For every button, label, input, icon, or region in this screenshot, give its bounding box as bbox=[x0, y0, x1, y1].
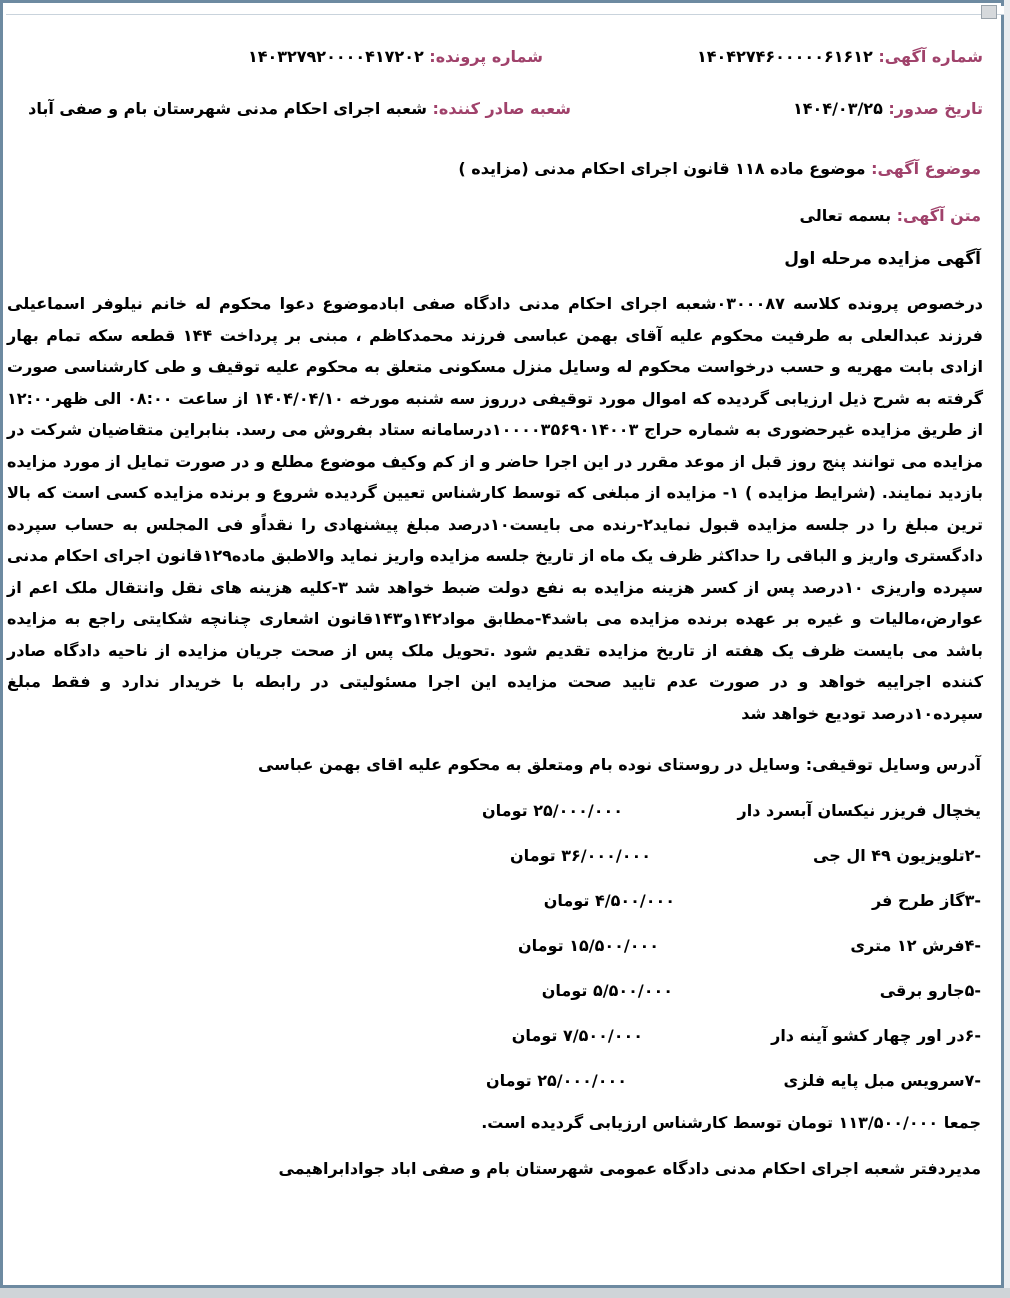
issuer-value: شعبه اجرای احکام مدنی شهرستان بام و صفی آباد bbox=[28, 99, 427, 118]
case-number-label: شماره پرونده: bbox=[429, 47, 543, 66]
list-item-name: -۳گاز طرح فر bbox=[871, 891, 981, 910]
list-item-price: ۱۵/۵۰۰/۰۰۰ تومان bbox=[518, 936, 659, 955]
issuer-label: شعبه صادر کننده: bbox=[432, 99, 571, 118]
total-amount: جمعا ۱۱۳/۵۰۰/۰۰۰ تومان توسط کارشناس ارزیابی گردیده است. bbox=[481, 1113, 981, 1132]
issue-date-value: ۱۴۰۴/۰۳/۲۵ bbox=[793, 99, 883, 118]
basmala: بسمه تعالی bbox=[799, 206, 892, 225]
list-item-name: -۴فرش ۱۲ متری bbox=[850, 936, 981, 955]
list-item-price: ۷/۵۰۰/۰۰۰ تومان bbox=[511, 1026, 643, 1045]
list-item-name: -۲تلویزیون ۴۹ ال جی bbox=[813, 846, 981, 865]
list-item-price: ۵/۵۰۰/۰۰۰ تومان bbox=[541, 981, 673, 1000]
window-corner-button[interactable] bbox=[981, 5, 997, 19]
page-title: آگهی مزایده مرحله اول bbox=[784, 249, 981, 269]
list-item-name: -۶در اور چهار کشو آینه دار bbox=[771, 1026, 981, 1045]
window-top-bar bbox=[6, 6, 1004, 15]
case-number-value: ۱۴۰۳۲۷۹۲۰۰۰۰۴۱۷۲۰۲ bbox=[247, 47, 424, 66]
case-number bbox=[248, 47, 543, 66]
ad-number-label: شماره آگهی: bbox=[878, 47, 983, 66]
text-heading bbox=[800, 206, 981, 225]
text-label: متن آگهی: bbox=[896, 206, 981, 225]
ad-number-value: ۱۴۰۴۲۷۴۶۰۰۰۰۰۶۱۶۱۲ bbox=[697, 47, 873, 66]
list-item-price: ۳۶/۰۰۰/۰۰۰ تومان bbox=[510, 846, 651, 865]
subject-label: موضوع آگهی: bbox=[871, 159, 981, 178]
ad-number bbox=[697, 47, 983, 66]
issue-date bbox=[793, 99, 983, 118]
window-bottom-strip bbox=[0, 1288, 1010, 1298]
list-item-name: یخچال فریزر نیکسان آبسرد دار bbox=[737, 801, 981, 820]
list-item-name: -۵جارو برقی bbox=[879, 981, 981, 1000]
seized-items-address: آدرس وسایل توقیفی: وسایل در روستای نوده بام ومتعلق به محکوم علیه اقای بهمن عباسی bbox=[257, 755, 981, 774]
subject bbox=[458, 159, 981, 178]
list-item-price: ۲۵/۰۰۰/۰۰۰ تومان bbox=[482, 801, 623, 820]
list-item-name: -۷سرویس مبل پایه فلزی bbox=[783, 1071, 981, 1090]
list-item-price: ۲۵/۰۰۰/۰۰۰ تومان bbox=[486, 1071, 627, 1090]
signature-line: مدیردفتر شعبه اجرای احکام مدنی دادگاه عمومی شهرستان بام و صفی اباد جوادابراهیمی bbox=[278, 1159, 981, 1178]
issuer bbox=[28, 99, 571, 118]
subject-value: موضوع ماده ۱۱۸ قانون اجرای احکام مدنی (مزایده ) bbox=[458, 159, 866, 178]
list-item-price: ۴/۵۰۰/۰۰۰ تومان bbox=[543, 891, 675, 910]
issue-date-label: تاریخ صدور: bbox=[888, 99, 983, 118]
body-paragraph: درخصوص پرونده کلاسه ۰۳۰۰۰۸۷شعبه اجرای احکام مدنی دادگاه صفی ابادموضوع دعوا محکوم له خانم نیلوفر اسماعیلی فرزند عبدالعلی به طرفیت محکوم علیه آقای بهمن عباسی فرزند محمدکاظم ، مبنی بر پرداخت ۱۴۴ قطعه سکه تمام بهار ازادی بابت مهریه و حسب درخواست محکوم له وسایل منزل مسکونی متعلق به محکوم علیه توقیف و طی کارشناسی صورت گرفته به شرح ذیل ارزیابی گردیده که اموال مورد توقیفی درروز سه شنبه مورخه ۱۴۰۴/۰۴/۱۰ از ساعت ۰۸:۰۰ الی ظهر۱۲:۰۰ از طریق مزایده غیرحضوری به شماره حراج ۱۰۰۰۰۳۵۶۹۰۱۴۰۰۳درسامانه ستاد بفروش می رسد. بنابراین متقاضیان شرکت در مزایده می توانند پنج روز قبل از موعد مقرر در این اجرا حاضر و از کم وکیف موضوع مطلع و در صورت تمایل از مورد مزایده بازدید نمایند. (شرایط مزایده ) ۱- مزایده از مبلغی که توسط کارشناس تعیین گردیده شروع و برنده مزایده کسی است که بالا ترین مبلغ را در جلسه مزایده قبول نماید۲-رنده می بایست۱۰درصد مبلغ پیشنهادی را نقداًو فی المجلس به حساب سپرده دادگستری واریز و الباقی را حداکثر ظرف یک ماه از تاریخ جلسه مزایده واریز نماید والاطبق ماده۱۲۹قانون اجرای احکام مدنی سپرده واریزی ۱۰درصد پس از کسر هزینه مزایده به نفع دولت ضبط خواهد شد ۳-کلیه هزینه های نقل وانتقال ملک اعم از عوارض،مالیات و غیره بر عهده برنده مزایده می باشد۴-مطابق مواد۱۴۲و۱۴۳قانون اشعاری چنانچه شکایتی راجع به مزایده باشد می بایست ظرف یک هفته از تاریخ مزایده تقدیم شود .تحویل ملک پس از صحت جریان مزایده از ناحیه دادگاه صادر کننده اجراییه خواهد و در صورت عدم تایید صحت مزایده این اجرا مسئولیتی در رابطه با خریدار ندارد و فقط مبلغ سپرده۱۰درصد تودیع خواهد شد bbox=[7, 294, 984, 723]
